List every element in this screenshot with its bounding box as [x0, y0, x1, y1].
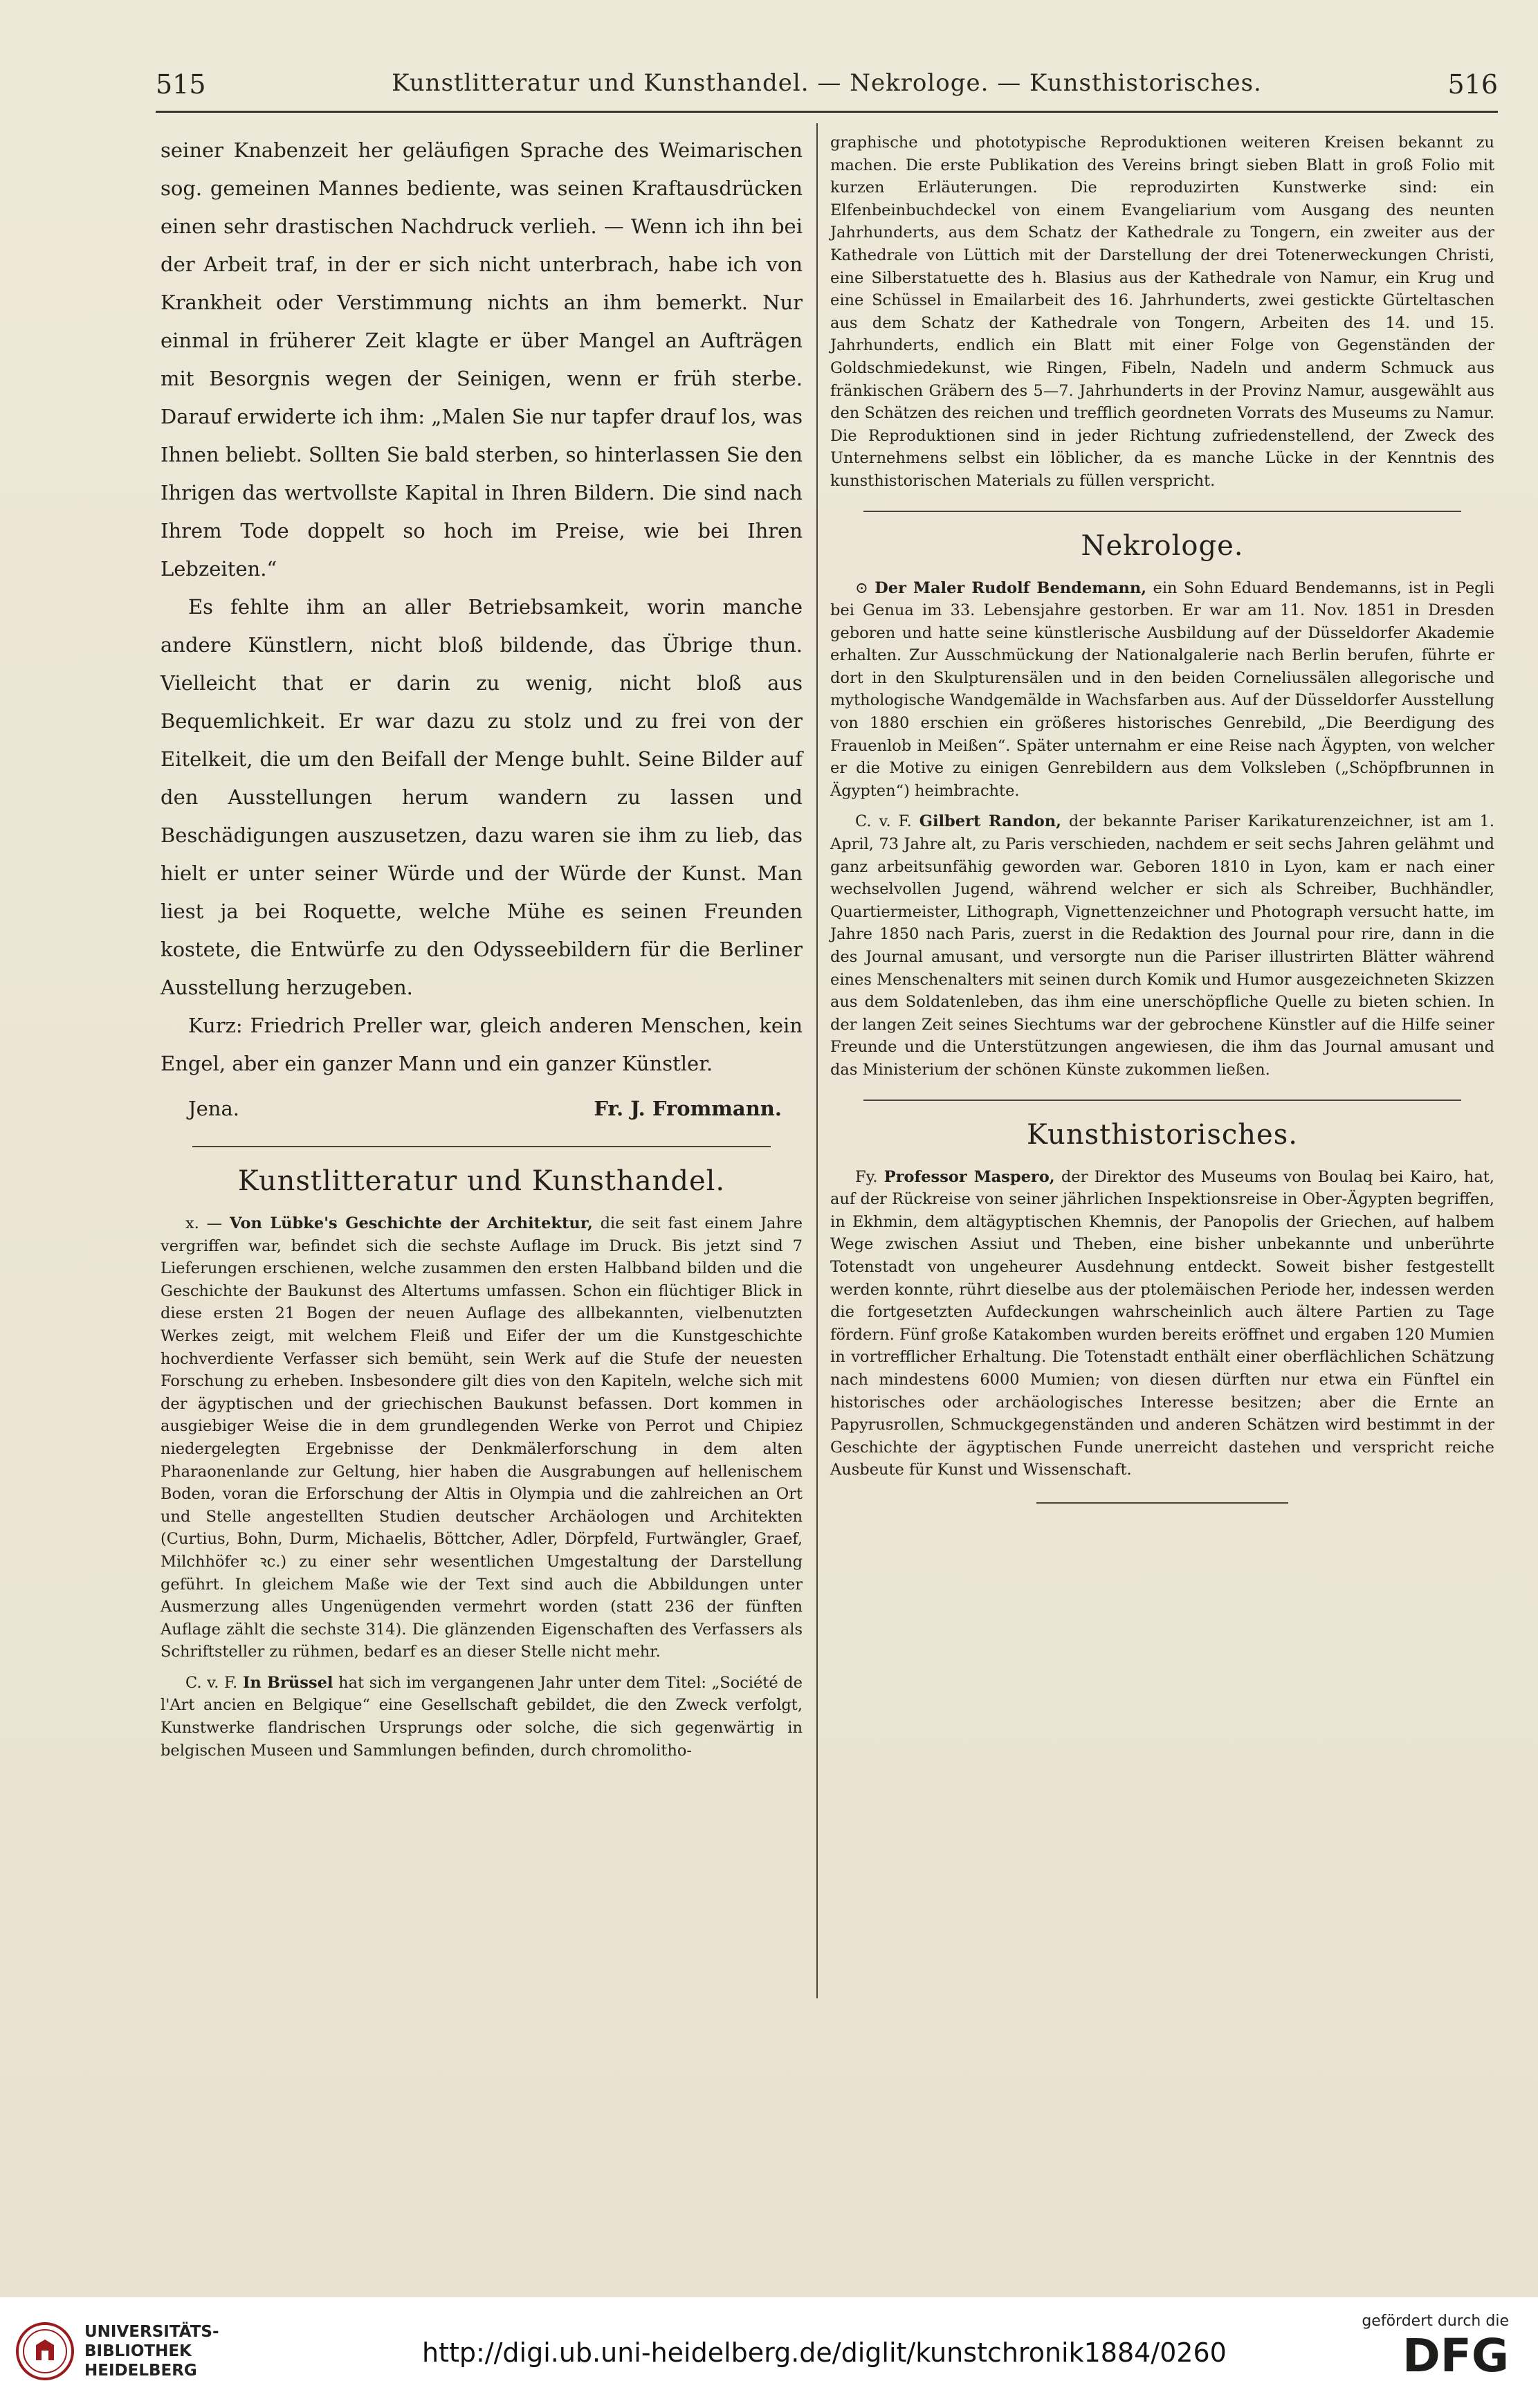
right-column — [830, 131, 1494, 1524]
news-item — [830, 1166, 1494, 1481]
section-separator — [863, 1100, 1461, 1101]
item-mark: Fy. — [855, 1167, 878, 1186]
section-title-kunsthistorisches: Kunsthistorisches. — [1027, 1118, 1298, 1151]
signature-line — [161, 1090, 803, 1128]
paragraph: Es fehlte ihm an aller Betriebsamkeit, worin manche andere Künstlern, nicht bloß bildende, das Übrige thun. Vielleicht that er darin zu wenig, nicht bloß aus Bequemlichkeit. Er war dazu zu stolz und zu frei von der Eitelkeit, die um den Beifall der Menge buhlt. Seine Bilder auf den Ausstellungen herum wandern zu lassen und Beschädigungen auszusetzen, dazu waren sie ihm zu lieb, das hielt er unter seiner Würde und der Würde der Kunst. Man liest ja bei Roquette, welche Mühe es seinen Freunden kostete, die Entwürfe zu den Odysseebildern für die Berliner Ausstellung herzugeben. — [161, 595, 803, 999]
permalink-url[interactable]: http://digi.ub.uni-heidelberg.de/diglit/kunstchronik1884/0260 — [422, 2337, 1227, 2368]
item-text: der Direktor des Museums von Boulaq bei Kairo, hat, auf der Rückreise von seiner jährlichen Inspektionsreise in Ober-Ägypten begriffen, in Ekhmin, dem altägyptischen Khemnis, der Panopolis der Griechen, auf halbem Wege zwischen Assiut und Theben, eine bisher unbekannte und unberührte Totenstadt von ungeheurer Ausdehnung entdeckt. Soweit bisher festgestellt werden konnte, rührt dieselbe aus der ptolemäischen Periode her, indessen werden die fortgesetzten Aufdeckungen wahrscheinlich auch ältere Partien zu Tage fördern. Fünf große Katakomben wurden bereits eröffnet und ergaben 120 Mumien in vortrefflicher Erhaltung. Die Totenstadt enthält einer oberflächlichen Schätzung nach mindestens 6000 Mumien; von diesen dürften nur etwa ein Fünftel ein historisches oder archäologisches Interesse besitzen; aber die Ernte an Papyrusrollen, Schmuckgegenständen und anderen Schätzen wird bestimmt in der Geschichte der ägyptischen Funde unerreicht dastehen und verspricht reiche Ausbeute für Kunst und Wissenschaft. — [830, 1167, 1494, 1479]
header-rule — [156, 111, 1498, 113]
news-item — [830, 810, 1494, 1081]
university-library-logo[interactable] — [15, 2322, 219, 2381]
item-headline: Von Lübke's Geschichte der Architektur, — [230, 1214, 593, 1232]
item-headline: Gilbert Randon, — [919, 812, 1062, 831]
kunstlitteratur-items — [161, 1212, 803, 1762]
section-title-nekrologe: Nekrologe. — [1081, 529, 1244, 562]
news-item — [161, 1212, 803, 1663]
university-seal-icon — [15, 2322, 75, 2381]
item-headline: Der Maler Rudolf Bendemann, — [875, 578, 1147, 597]
university-name — [84, 2322, 219, 2380]
running-head — [156, 61, 1498, 102]
item-text: ein Sohn Eduard Bendemanns, ist in Pegli bei Genua im 33. Lebensjahre gestorben. Er war am 11. Nov. 1851 in Dresden geboren und hatte seine künstlerische Ausbildung auf der Düsseldorfer Akademie erhalten. Zur Ausschmückung der Nationalgalerie nach Berlin berufen, führte er dort in den Skulpturensälen und in den beiden Corneliussälen allegorische und mythologische Wandgemälde in Wachsfarben aus. Auf der Düsseldorfer Ausstellung von 1880 erschien ein größeres historisches Genrebild, „Die Beerdigung des Frauenlob in Meißen“. Später unternahm er eine Reise nach Ägypten, von welcher er die Motive zu einigen Genrebildern aus dem Volksleben („Schöpfbrunnen in Ägypten“) heimbrachte. — [830, 578, 1494, 800]
column-divider — [816, 123, 818, 1998]
obituary-continuation — [161, 131, 803, 1083]
left-column — [161, 131, 803, 1762]
end-separator — [1036, 1502, 1289, 1504]
news-item — [161, 1672, 803, 1762]
item-headline: Professor Maspero, — [884, 1167, 1055, 1186]
dfg-logo-icon — [1405, 2333, 1509, 2375]
section-separator — [863, 511, 1461, 512]
signature-author: Fr. J. Frommann. — [594, 1097, 782, 1120]
section-separator — [192, 1146, 770, 1147]
item-mark: x. — — [185, 1214, 223, 1232]
dfg-funding-logo[interactable] — [1362, 2313, 1509, 2378]
university-name-line: HEIDELBERG — [84, 2362, 197, 2380]
page-number-right: 516 — [1447, 69, 1498, 100]
item-text: der bekannte Pariser Karikaturenzeichner, ist am 1. April, 73 Jahre alt, zu Paris verschieden, nachdem er seit sechs Jahren gelähmt und ganz arbeitsunfähig geworden war. Geboren 1810 in Lyon, kam er nach einer wechselvollen Jugend, während welcher er sich als Schreiber, Buchhändler, Quartiermeister, Lithograph, Vignettenzeichner und Photograph versucht hatte, im Jahre 1850 nach Paris, zuerst in die Redaktion des Journal pour rire, dann in die des Journal amusant, und versorgte nun die Pariser illustrirten Blätter während eines Menschenalters mit seinen durch Komik und Humor ausgezeichneten Skizzen aus dem Soldatenleben, das ihm eine unerschöpfliche Quelle zu bieten schien. In der langen Zeit seines Siechtums war der gebrochene Künstler auf die Hilfe seiner Freunde und die Unterstützungen angewiesen, die ihm das Journal amusant und das Ministerium der schönen Künste zukommen ließen. — [830, 812, 1495, 1079]
signature-place: Jena. — [188, 1097, 239, 1120]
item-headline: In Brüssel — [242, 1673, 333, 1692]
page-number-left: 515 — [156, 69, 206, 100]
section-title-kunstlitteratur: Kunstlitteratur und Kunsthandel. — [237, 1165, 726, 1197]
dfg-wordmark: DFG — [1405, 2333, 1509, 2375]
item-mark: C. v. F. — [855, 812, 912, 831]
item-text: hat sich im vergangenen Jahr unter dem Titel: „Société de l'Art ancien en Belgique“ eine Gesellschaft gebildet, die den Zweck verfolgt, Kunstwerke flandrischen Ursprungs oder solche, die sich gegenwärtig in belgischen Museen und Sammlungen befinden, durch chromolitho- — [161, 1673, 803, 1760]
university-name-line: BIBLIOTHEK — [84, 2342, 192, 2360]
continuation-text: graphische und phototypische Reproduktionen weiteren Kreisen bekannt zu machen. Die erste Publikation des Vereins bringt sieben Blatt in groß Folio mit kurzen Erläuterungen. Die reproduzirten Kunstwerke sind: ein Elfenbeinbuchdeckel von einem Evangeliarium vom Ausgang des neunten Jahrhunderts, aus dem Schatz der Kathedrale zu Tongern, ein zweiter aus der Kathedrale von Lüttich mit der Darstellung der drei Totenerweckungen Christi, eine Silberstatuette des h. Blasius aus der Kathedrale von Namur, ein Krug und eine Schüssel in Emailarbeit des 16. Jahrhunderts, zwei gestickte Gürteltaschen aus dem Schatz der Kathedrale von Tongern, Arbeiten des 14. und 15. Jahrhunderts, endlich ein Blatt mit einer Folge von Gegenständen der Goldschmiedekunst, wie Ringen, Fibeln, Nadeln und anderm Schmuck aus fränkischen Gräbern des 5—7. Jahrhunderts in der Provinz Namur, ausgewählt aus den Schätzen des reichen und trefflich geordneten Vorrats des Museums zu Namur. Die Reproduktionen sind in jeder Richtung zufriedenstellend, der Zweck des Unternehmens selbst ein löblicher, da es manche Lücke in der Kenntnis des kunsthistorischen Materials zu füllen verspricht. — [830, 134, 1494, 490]
item-text: die seit fast einem Jahre vergriffen war, befindet sich die sechste Auflage im Druck. Bis jetzt sind 7 Lieferungen erschienen, welche zusammen den ersten Halbband bilden und die Geschichte der Baukunst des Altertums umfassen. Schon ein flüchtiger Blick in diese ersten 21 Bogen der neuen Auflage des allbekannten, vielbenutzten Werkes zeigt, mit welchem Fleiß und Eifer der um die Kunstgeschichte hochverdiente Verfasser sich bemüht, sein Werk auf die Stufe der neuesten Forschung zu erheben. Insbesondere gilt dies von den Kapiteln, welche sich mit der ägyptischen und der griechischen Baukunst befassen. Dort kommen in ausgiebiger Weise die in dem grundlegenden Werke von Perrot und Chipiez niedergelegten Ergebnisse der Denkmälerforschung in dem alten Pharaonenlande zur Geltung, hier haben die Ausgrabungen auf hellenischem Boden, voran die Erforschung der Altis in Olympia und die zahlreichen an Ort und Stelle angestellten Studien deutscher Archäologen und Architekten (Curtius, Bohn, Durm, Michaelis, Böttcher, Adler, Dörpfeld, Furtwängler, Graef, Milchhöfer ꝛc.) zu einer sehr wesentlichen Umgestaltung der Darstellung geführt. In gleichem Maße wie der Text sind auch die Abbildungen unter Ausmerzung alles Ungenügenden vermehrt worden (statt 236 der fünften Auflage zählt die sechste 314). Die glänzenden Eigenschaften des Verfassers als Schriftsteller zu rühmen, bedarf es an dieser Stelle nicht mehr. — [161, 1214, 803, 1661]
running-title: Kunstlitteratur und Kunsthandel. — Nekrologe. — Kunsthistorisches. — [392, 69, 1262, 97]
funded-by-text: gefördert durch die — [1362, 2313, 1509, 2330]
paragraph: Kurz: Friedrich Preller war, gleich anderen Menschen, kein Engel, aber ein ganzer Mann und ein ganzer Künstler. — [161, 1014, 803, 1075]
news-item — [830, 577, 1494, 803]
item-mark: C. v. F. — [185, 1673, 238, 1692]
university-name-line: UNIVERSITÄTS- — [84, 2323, 219, 2341]
paragraph: seiner Knabenzeit her geläufigen Sprache des Weimarischen sog. gemeinen Mannes bediente, was seinen Kraftausdrücken einen sehr drastischen Nachdruck verlieh. — Wenn ich ihn bei der Arbeit traf, in der er sich nicht unterbrach, habe ich von Krankheit oder Verstimmung nichts an ihm bemerkt. Nur einmal in früherer Zeit klagte er über Mangel an Aufträgen mit Besorgnis wegen der Seinigen, wenn er früh sterbe. Darauf erwiderte ich ihm: „Malen Sie nur tapfer drauf los, was Ihnen beliebt. Sollten Sie bald sterben, so hinterlassen Sie den Ihrigen das wertvollste Kapital in Ihren Bildern. Die sind nach Ihrem Tode doppelt so hoch im Preise, wie bei Ihren Lebzeiten.“ — [161, 138, 803, 581]
item-mark: ⊙ — [855, 578, 868, 597]
library-footer — [0, 2297, 1538, 2408]
